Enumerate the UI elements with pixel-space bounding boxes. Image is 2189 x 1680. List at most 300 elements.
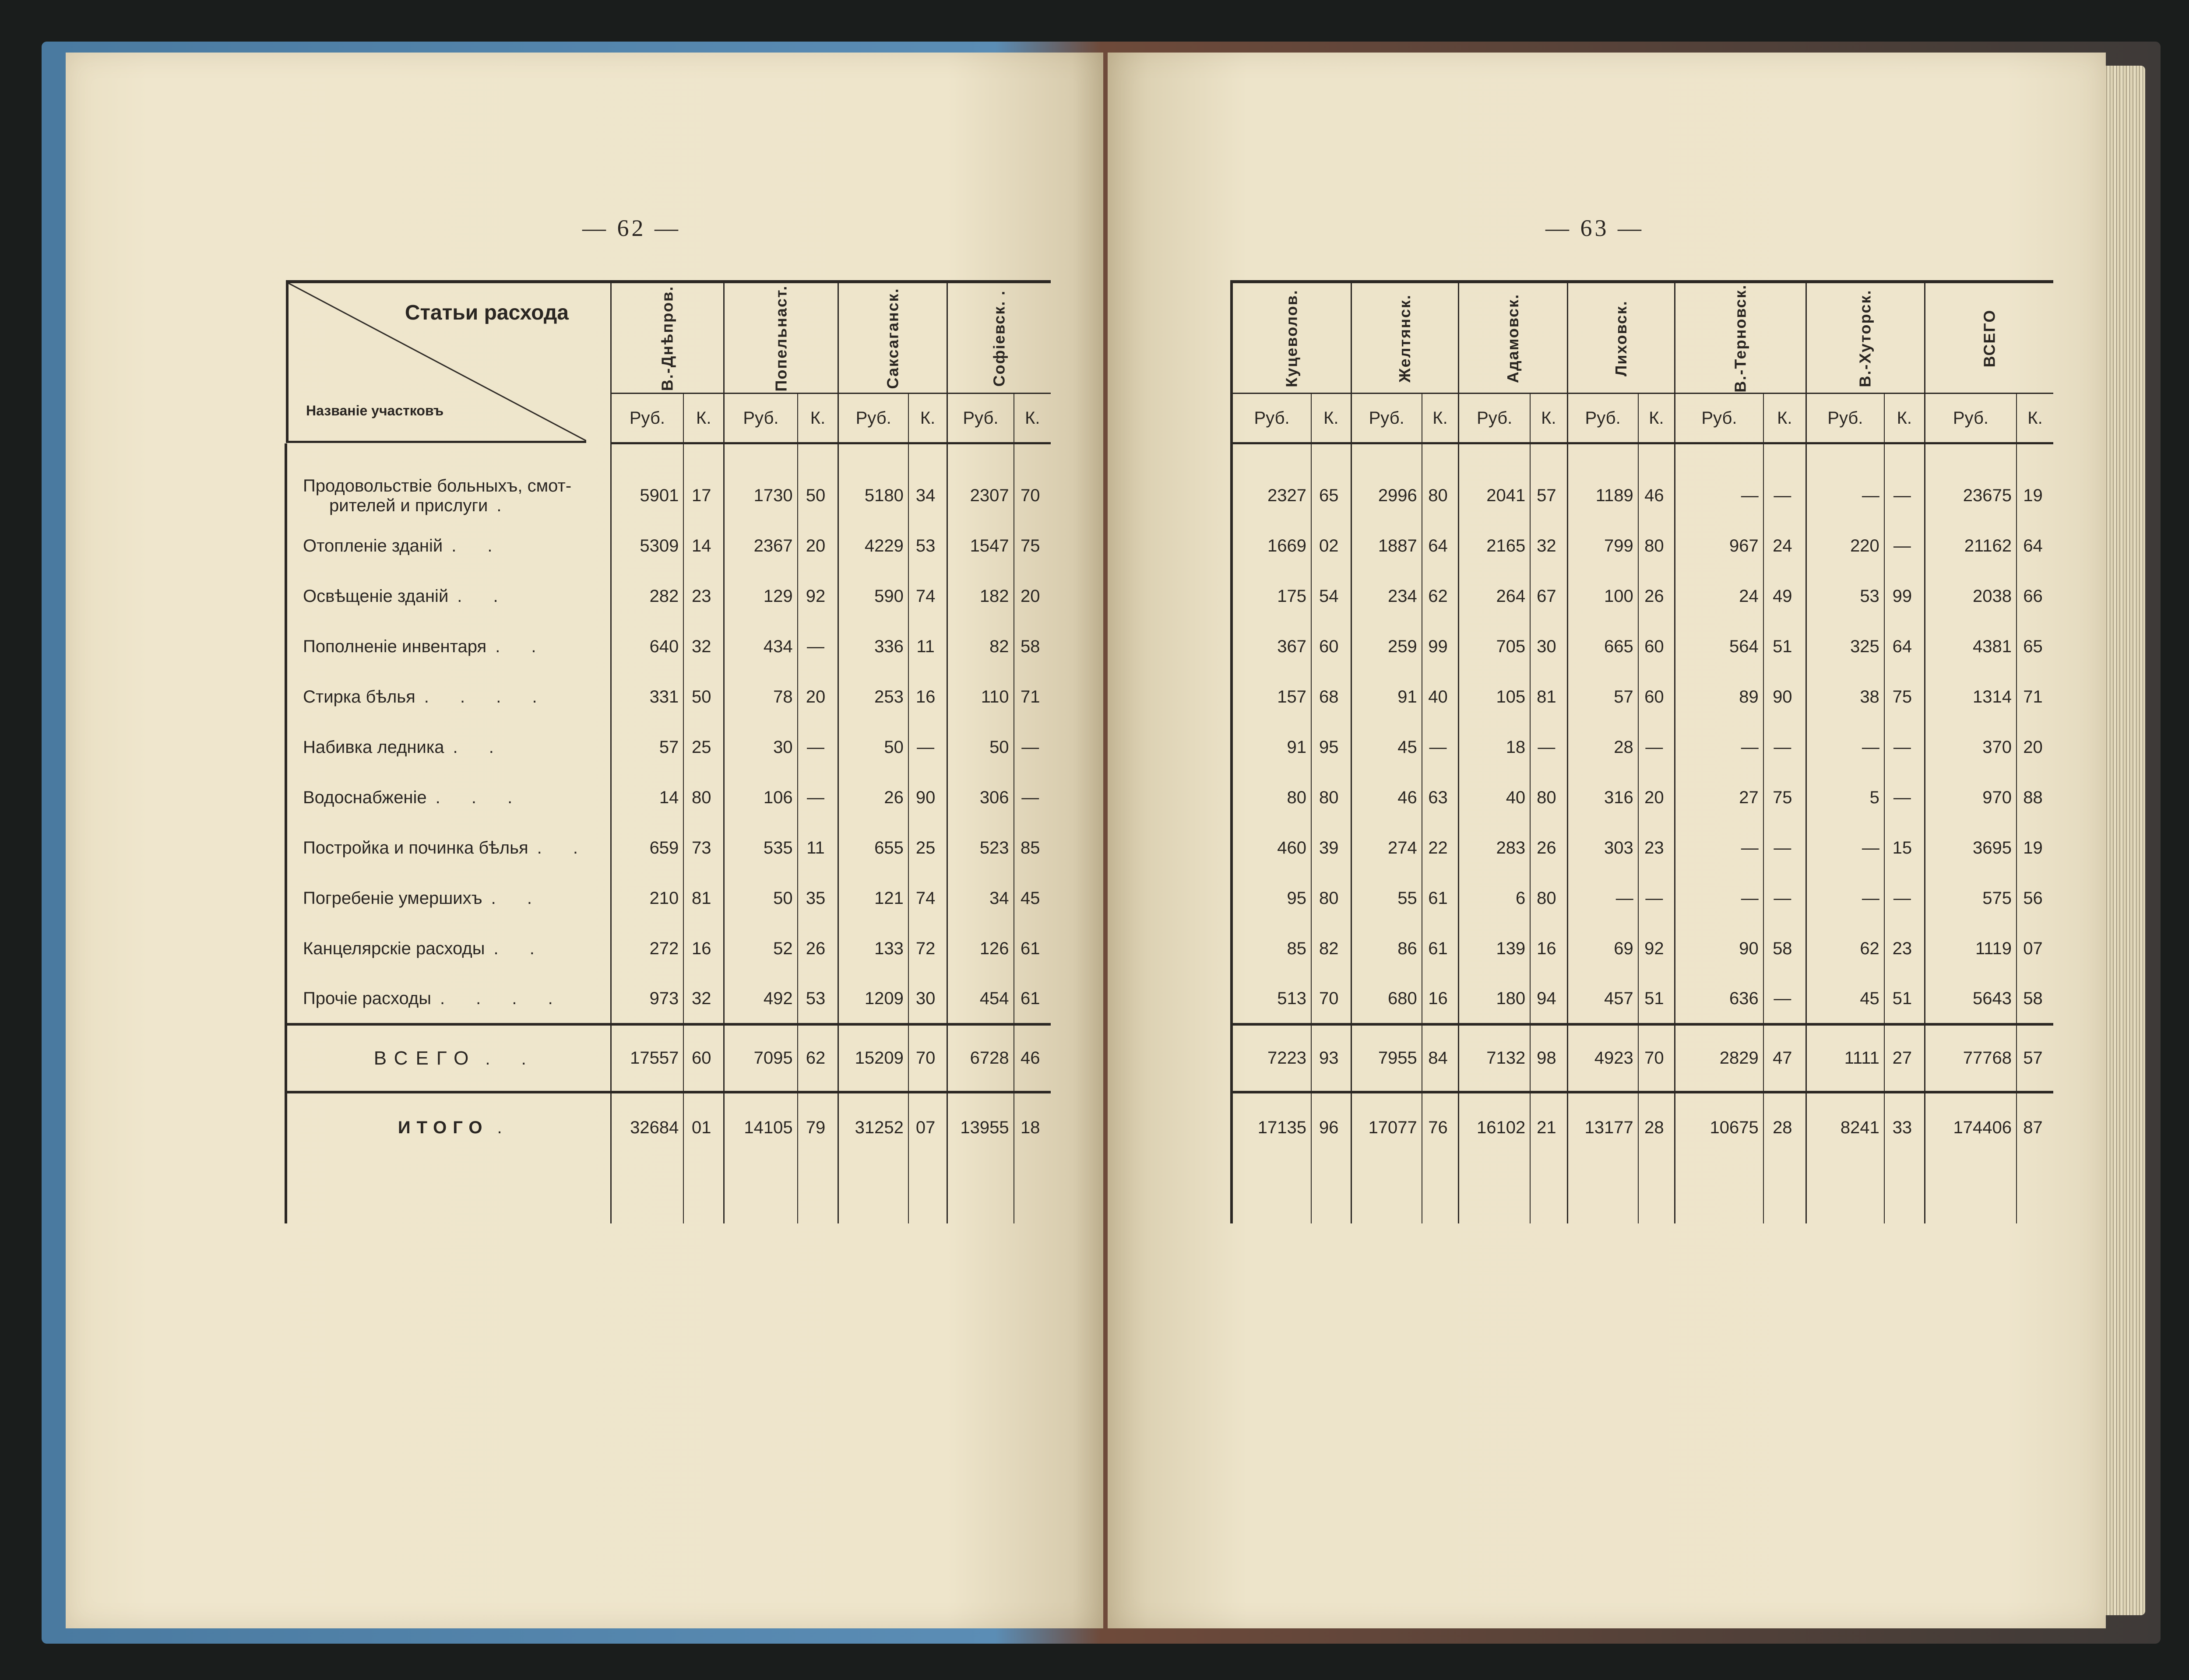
cell-kopecks: 39 [1311,823,1351,873]
grand-total-row [286,1092,1051,1162]
row-label [286,773,611,823]
leader-dots: . [496,496,515,515]
cell-rubles: 16102 [1459,1092,1531,1162]
cell-kopecks: 20 [798,672,838,722]
cell-kopecks: 71 [1014,672,1051,722]
cell-kopecks: — [1638,722,1675,773]
leader-dots: . . . . [424,687,550,706]
cell-rubles: 32684 [611,1092,683,1162]
row-label-text: Набивка ледника [303,738,444,757]
cell-rubles: 5180 [838,471,908,521]
cell-rubles: 434 [724,622,798,672]
cell-rubles: 367 [1232,622,1311,672]
cell-kopecks: — [1530,722,1567,773]
sub-header-kop: К. [1530,394,1567,443]
row-label [286,622,611,672]
cell-rubles: 1669 [1232,521,1311,571]
cell-kopecks: 28 [1638,1092,1675,1162]
cell-rubles: 45 [1351,722,1422,773]
cell-kopecks: 23 [1638,823,1675,873]
sub-header-kop: К. [798,394,838,443]
cell-rubles: 1730 [724,471,798,521]
cell-rubles: 2041 [1459,471,1531,521]
cell-rubles: 15209 [838,1024,908,1092]
cell-rubles: 85 [1232,924,1311,974]
cell-kopecks: 57 [1530,471,1567,521]
cell-kopecks: 73 [683,823,724,873]
cell-kopecks: — [1422,722,1459,773]
cell-rubles: 564 [1675,622,1763,672]
cell-rubles: 53 [1806,571,1884,622]
sub-header-kop: К. [2017,394,2053,443]
cell-kopecks: 20 [1638,773,1675,823]
cell-rubles: 174406 [1925,1092,2017,1162]
cell-kopecks: — [798,722,838,773]
row-label-text: Отопленіе зданій [303,536,443,555]
column-header-likhovsk: Лиховск. [1567,282,1675,394]
cell-rubles: 90 [1675,924,1763,974]
cell-kopecks: 24 [1763,521,1806,571]
leader-dots: . . [537,838,591,858]
cell-kopecks: — [1014,722,1051,773]
cell-rubles: 7223 [1232,1024,1311,1092]
sub-header-kop: К. [1014,394,1051,443]
cell-rubles: 30 [724,722,798,773]
cell-kopecks: 66 [2017,571,2053,622]
cell-kopecks: 46 [1638,471,1675,521]
cell-kopecks: 87 [2017,1092,2053,1162]
cell-rubles: 513 [1232,974,1311,1024]
cell-kopecks: 70 [1311,974,1351,1024]
cell-rubles: 77768 [1925,1024,2017,1092]
cell-kopecks: — [1884,722,1925,773]
cell-kopecks: 20 [798,521,838,571]
cell-rubles: 57 [611,722,683,773]
cell-rubles: 175 [1232,571,1311,622]
cell-kopecks: 58 [1014,622,1051,672]
cell-kopecks: 20 [2017,722,2053,773]
cell-kopecks: 01 [683,1092,724,1162]
table-row [286,571,1051,622]
cell-kopecks: 62 [798,1024,838,1092]
row-label-text: Пополненіе инвентаря [303,637,487,656]
cell-kopecks: 23 [1884,924,1925,974]
cell-rubles: 316 [1567,773,1638,823]
cell-rubles: 282 [611,571,683,622]
sub-header-rub: Руб. [838,394,908,443]
cell-rubles: 28 [1567,722,1638,773]
cell-rubles: 14105 [724,1092,798,1162]
cell-kopecks: 75 [1884,672,1925,722]
cell-rubles: 5 [1806,773,1884,823]
cell-rubles: 13955 [947,1092,1014,1162]
cell-kopecks: 15 [1884,823,1925,873]
sub-header-rub: Руб. [1806,394,1884,443]
cell-rubles: 69 [1567,924,1638,974]
cell-rubles: 3695 [1925,823,2017,873]
cell-kopecks: 72 [908,924,947,974]
cell-rubles: 460 [1232,823,1311,873]
cell-rubles: 55 [1351,873,1422,924]
cell-kopecks: — [1884,873,1925,924]
cell-rubles: 62 [1806,924,1884,974]
cell-kopecks: — [1763,873,1806,924]
row-label [286,974,611,1024]
cell-kopecks: 92 [1638,924,1675,974]
cell-rubles: 457 [1567,974,1638,1024]
cell-kopecks: 81 [1530,672,1567,722]
cell-kopecks: 23 [683,571,724,622]
cell-kopecks: 61 [1422,924,1459,974]
page-number-62: — 62 — [582,215,681,241]
cell-rubles: — [1675,873,1763,924]
cell-rubles: 1189 [1567,471,1638,521]
cell-kopecks: 80 [1638,521,1675,571]
leader-dots: . . [453,738,507,757]
cell-rubles: 7955 [1351,1024,1422,1092]
cell-kopecks: — [1014,773,1051,823]
cell-kopecks: 35 [798,873,838,924]
cell-kopecks: 94 [1530,974,1567,1024]
cell-rubles: 31252 [838,1092,908,1162]
sub-header-rub: Руб. [947,394,1014,443]
right-page [1108,53,2106,1628]
cell-kopecks: 51 [1763,622,1806,672]
cell-kopecks: 54 [1311,571,1351,622]
cell-kopecks: 19 [2017,471,2053,521]
cell-rubles: 21162 [1925,521,2017,571]
cell-rubles: 640 [611,622,683,672]
cell-rubles: 492 [724,974,798,1024]
cell-kopecks: 80 [1530,873,1567,924]
cell-rubles: 306 [947,773,1014,823]
row-label-text: Канцелярскіе расходы [303,939,485,958]
cell-rubles: 1887 [1351,521,1422,571]
cell-kopecks: 60 [1638,622,1675,672]
cell-rubles: — [1675,471,1763,521]
cell-kopecks: 49 [1763,571,1806,622]
grand-total-label: ИТОГО . [286,1092,611,1162]
cell-kopecks: 26 [1638,571,1675,622]
cell-kopecks: 90 [1763,672,1806,722]
cell-kopecks: 47 [1763,1024,1806,1092]
cell-rubles: 106 [724,773,798,823]
cell-kopecks: 65 [2017,622,2053,672]
cell-rubles: 274 [1351,823,1422,873]
cell-kopecks: 16 [683,924,724,974]
cell-rubles: 50 [724,873,798,924]
cell-kopecks: 60 [683,1024,724,1092]
column-header-kutsevolov: Куцеволов. [1232,282,1351,394]
district-names-heading: Названіе участковъ [306,403,444,419]
cell-rubles: 370 [1925,722,2017,773]
cell-kopecks: 80 [683,773,724,823]
cell-kopecks: — [1884,471,1925,521]
table-row [1232,773,2053,823]
cell-rubles: 1111 [1806,1024,1884,1092]
cell-kopecks: 70 [1638,1024,1675,1092]
cell-rubles: 2038 [1925,571,2017,622]
cell-rubles: 95 [1232,873,1311,924]
cell-kopecks: 67 [1530,571,1567,622]
cell-kopecks: 76 [1422,1092,1459,1162]
column-header-v-ternovsk: В.-Терновск. [1675,282,1806,394]
cell-kopecks: 85 [1014,823,1051,873]
cell-rubles: 665 [1567,622,1638,672]
cell-kopecks: 32 [683,974,724,1024]
cell-kopecks: 60 [1638,672,1675,722]
leader-dots: . . [493,939,548,958]
column-header-saksagansk: Саксаганск. [838,282,947,394]
cell-rubles: 38 [1806,672,1884,722]
cell-rubles: 17077 [1351,1092,1422,1162]
leader-dots: . . [451,536,506,555]
cell-rubles: 8241 [1806,1092,1884,1162]
left-page [66,53,1103,1628]
column-header-v-dnepr: В.-Днѣпров. [611,282,724,394]
cell-kopecks: 26 [1530,823,1567,873]
cell-kopecks: 25 [683,722,724,773]
cell-rubles: 2165 [1459,521,1531,571]
sub-header-rub: Руб. [611,394,683,443]
sub-header-rub: Руб. [1351,394,1422,443]
row-label-text: Водоснабженіе [303,788,427,807]
cell-kopecks: — [798,773,838,823]
cell-rubles: 325 [1806,622,1884,672]
total-label: ВСЕГО . . [286,1024,611,1092]
row-label-text: Освѣщеніе зданій [303,587,449,606]
cell-rubles: 157 [1232,672,1311,722]
cell-rubles: 253 [838,672,908,722]
cell-kopecks: 61 [1014,924,1051,974]
cell-kopecks: 27 [1884,1024,1925,1092]
cell-kopecks: 07 [2017,924,2053,974]
cell-kopecks: — [798,622,838,672]
header-corner [286,283,586,443]
cell-kopecks: 70 [1014,471,1051,521]
column-header-sofievsk: Софіевск. . [947,282,1051,394]
cell-rubles: — [1675,823,1763,873]
cell-kopecks: 16 [1530,924,1567,974]
cell-rubles: 17557 [611,1024,683,1092]
leader-dots: . . . [435,788,526,807]
cell-kopecks: 16 [1422,974,1459,1024]
sub-header-kop: К. [1422,394,1459,443]
cell-kopecks: 65 [1311,471,1351,521]
cell-kopecks: 51 [1884,974,1925,1024]
cell-rubles: 80 [1232,773,1311,823]
sub-header-kop: К. [1884,394,1925,443]
cell-rubles: 14 [611,773,683,823]
cell-kopecks: 74 [908,873,947,924]
cell-rubles: 2367 [724,521,798,571]
cell-kopecks: 60 [1311,622,1351,672]
cell-rubles: 331 [611,672,683,722]
cell-rubles: 18 [1459,722,1531,773]
row-label [286,571,611,622]
table-row [286,722,1051,773]
cell-kopecks: — [1884,521,1925,571]
cell-kopecks: — [1763,722,1806,773]
cell-rubles: 91 [1351,672,1422,722]
cell-rubles: 659 [611,823,683,873]
cell-kopecks: 80 [1311,773,1351,823]
cell-rubles: 799 [1567,521,1638,571]
cell-rubles: 2307 [947,471,1014,521]
sub-header-kop: К. [683,394,724,443]
total-row [286,1024,1051,1092]
cell-rubles: 535 [724,823,798,873]
row-label-text: Погребеніе умершихъ [303,889,482,908]
cell-kopecks: 99 [1884,571,1925,622]
cell-rubles: 78 [724,672,798,722]
cell-rubles: 182 [947,571,1014,622]
column-header-v-khutorsk: В.-Хуторск. [1806,282,1925,394]
cell-kopecks: — [1884,773,1925,823]
cell-kopecks: 75 [1014,521,1051,571]
table-row [1232,924,2053,974]
sub-header-rub: Руб. [1925,394,2017,443]
cell-rubles: 82 [947,622,1014,672]
cell-kopecks: 19 [2017,823,2053,873]
cell-rubles: 46 [1351,773,1422,823]
cell-kopecks: 61 [1014,974,1051,1024]
cell-rubles: 45 [1806,974,1884,1024]
cell-rubles: 89 [1675,672,1763,722]
cell-rubles: 6728 [947,1024,1014,1092]
column-header-popelnast: Попельнаст. [724,282,838,394]
cell-rubles: 52 [724,924,798,974]
table-row [286,974,1051,1024]
row-label [286,521,611,571]
cell-kopecks: 53 [908,521,947,571]
cell-rubles: 4923 [1567,1024,1638,1092]
cell-rubles: 2829 [1675,1024,1763,1092]
row-label-text: Прочіе расходы [303,988,431,1008]
cell-rubles: 50 [947,722,1014,773]
cell-kopecks: 02 [1311,521,1351,571]
cell-rubles: 180 [1459,974,1531,1024]
cell-kopecks: 71 [2017,672,2053,722]
cell-rubles: 5643 [1925,974,2017,1024]
cell-kopecks: 88 [2017,773,2053,823]
table-row [286,773,1051,823]
cell-kopecks: 45 [1014,873,1051,924]
table-row [1232,471,2053,521]
cell-rubles: 2996 [1351,471,1422,521]
cell-rubles: 24 [1675,571,1763,622]
row-label [286,722,611,773]
cell-kopecks: 14 [683,521,724,571]
sub-header-rub: Руб. [1675,394,1763,443]
row-label-text: Постройка и починка бѣлья [303,838,528,858]
cell-rubles: 27 [1675,773,1763,823]
cell-kopecks: 75 [1763,773,1806,823]
cell-rubles: 34 [947,873,1014,924]
cell-rubles: 636 [1675,974,1763,1024]
sub-header-kop: К. [1638,394,1675,443]
cell-rubles: 303 [1567,823,1638,873]
cell-rubles: 6 [1459,873,1531,924]
cell-rubles: — [1806,873,1884,924]
cell-rubles: 23675 [1925,471,2017,521]
cell-rubles: 523 [947,823,1014,873]
cell-kopecks: 16 [908,672,947,722]
cell-kopecks: 62 [1422,571,1459,622]
cell-rubles: 970 [1925,773,2017,823]
total-row [1232,1024,2053,1092]
sub-header-rub: Руб. [1232,394,1311,443]
sub-header-rub: Руб. [1567,394,1638,443]
row-label [286,672,611,722]
cell-rubles: 105 [1459,672,1531,722]
cell-rubles: 575 [1925,873,2017,924]
cell-kopecks: 40 [1422,672,1459,722]
cell-kopecks: 30 [908,974,947,1024]
cell-kopecks: 98 [1530,1024,1567,1092]
cell-rubles: 40 [1459,773,1531,823]
sub-header-rub: Руб. [724,394,798,443]
cell-rubles: 50 [838,722,908,773]
cell-kopecks: 64 [1884,622,1925,672]
table-row [286,823,1051,873]
sub-header-kop: К. [1311,394,1351,443]
leader-dots: . . [495,637,549,656]
cell-kopecks: 07 [908,1092,947,1162]
table-row [286,924,1051,974]
row-label-text-2: рителей и прислуги [329,496,488,515]
row-label [286,471,611,521]
cell-rubles: 264 [1459,571,1531,622]
sub-header-kop: К. [1763,394,1806,443]
cell-kopecks: — [1763,974,1806,1024]
cell-kopecks: 95 [1311,722,1351,773]
cell-rubles: 5901 [611,471,683,521]
cell-kopecks: 80 [1422,471,1459,521]
cell-rubles: 283 [1459,823,1531,873]
cell-rubles: 967 [1675,521,1763,571]
table-row [1232,622,2053,672]
cell-rubles: 705 [1459,622,1531,672]
cell-kopecks: 51 [1638,974,1675,1024]
cell-kopecks: 81 [683,873,724,924]
cell-rubles: 17135 [1232,1092,1311,1162]
row-label [286,924,611,974]
cell-rubles: 110 [947,672,1014,722]
cell-kopecks: 99 [1422,622,1459,672]
cell-kopecks: 50 [798,471,838,521]
cell-kopecks: 32 [683,622,724,672]
row-label [286,823,611,873]
cell-kopecks: 17 [683,471,724,521]
cell-rubles: 1547 [947,521,1014,571]
cell-kopecks: — [1763,471,1806,521]
expense-table-right [1230,280,2053,1223]
cell-rubles: 655 [838,823,908,873]
cell-rubles: — [1806,471,1884,521]
cell-kopecks: 90 [908,773,947,823]
column-header-adamovsk: Адамовск. [1459,282,1567,394]
table-row [1232,571,2053,622]
cell-rubles: 220 [1806,521,1884,571]
table-row [1232,974,2053,1024]
cell-kopecks: 11 [908,622,947,672]
cell-rubles: 7095 [724,1024,798,1092]
cell-rubles: 259 [1351,622,1422,672]
cell-kopecks: 20 [1014,571,1051,622]
cell-rubles: 1209 [838,974,908,1024]
cell-rubles: 454 [947,974,1014,1024]
